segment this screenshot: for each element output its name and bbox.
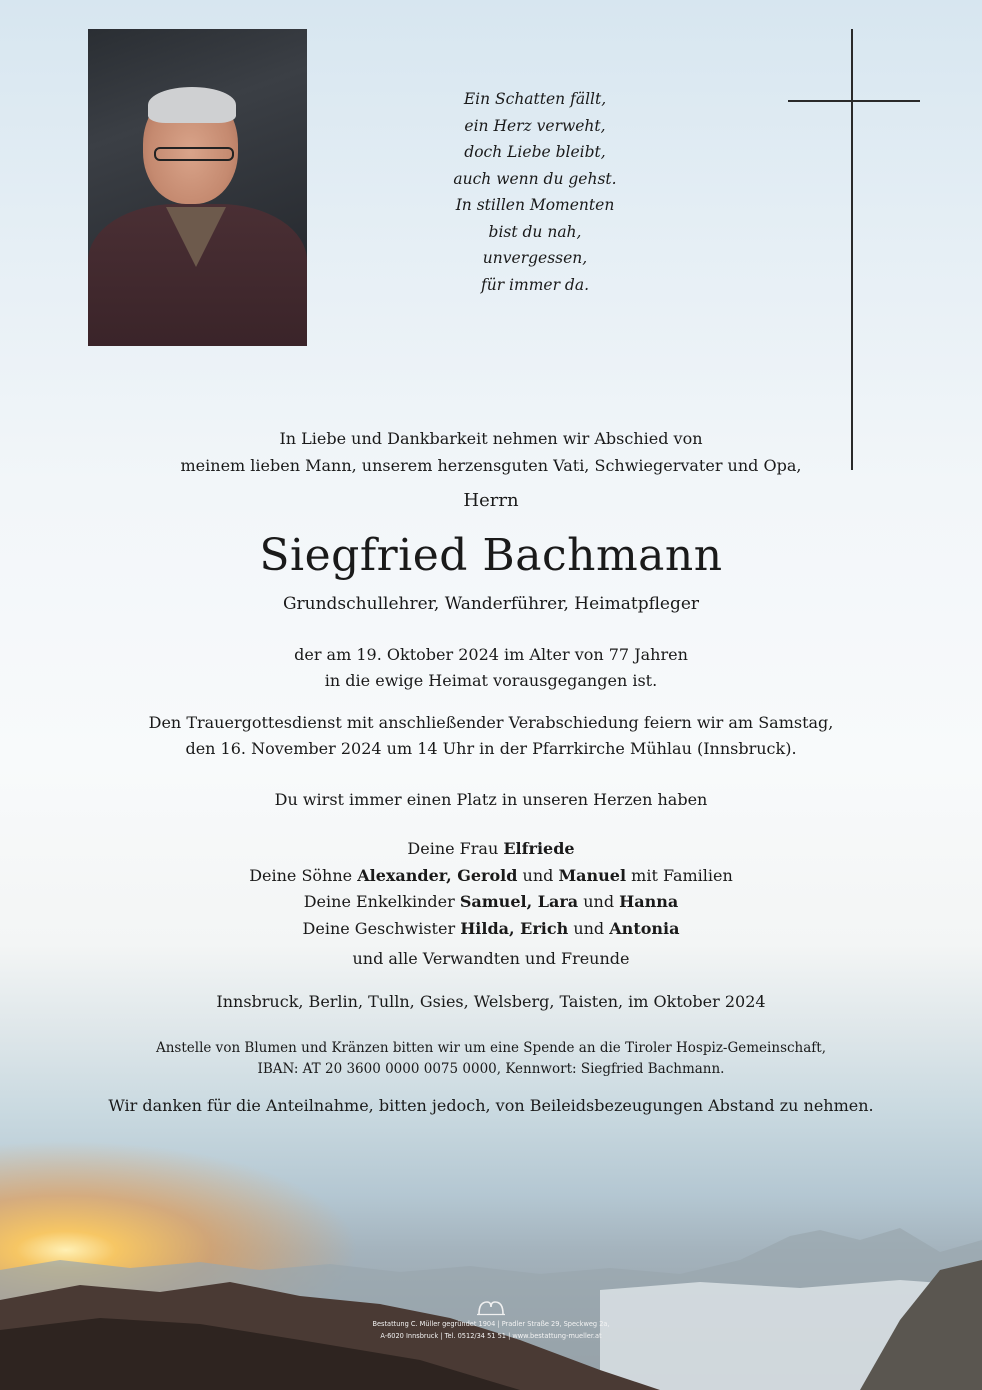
- service-info: [60, 710, 922, 762]
- poem-line: Ein Schatten fällt,: [463, 90, 607, 108]
- sons-and: und: [517, 865, 559, 885]
- sib-3-name: Antonia: [609, 918, 680, 938]
- grand-names: Samuel, Lara: [459, 892, 579, 911]
- poem-line: auch wenn du gehst.: [453, 169, 617, 188]
- place-date: Innsbruck, Berlin, Tulln, Gsies, Welsberg, Taisten, im Oktober 2024: [216, 992, 766, 1011]
- intro-line-1: In Liebe und Dankbarkeit nehmen wir Abschied von: [279, 429, 703, 448]
- donation-note: [60, 1038, 922, 1080]
- poem-line: unvergessen,: [482, 249, 588, 267]
- intro-line-2: meinem lieben Mann, unserem herzensguten Vati, Schwiegervater und Opa,: [180, 456, 802, 475]
- poem-line: doch Liebe bleibt,: [464, 143, 606, 161]
- poem-line: für immer da.: [480, 275, 589, 294]
- deceased-name: Siegfried Bachmann: [259, 530, 723, 581]
- photo-hair: [148, 87, 236, 123]
- profession: Grundschullehrer, Wanderführer, Heimatpfleger: [282, 594, 700, 614]
- portrait-photo: [88, 29, 307, 346]
- family-wife: [60, 836, 922, 863]
- intro-text: [60, 425, 922, 479]
- mountain-landscape: [0, 1200, 982, 1390]
- family-grandchildren: [60, 889, 922, 916]
- grand-prefix: Deine Enkelkinder: [303, 892, 460, 911]
- poem-line: ein Herz verweht,: [464, 116, 606, 135]
- service-line-2: den 16. November 2024 um 14 Uhr in der Pfarrkirche Mühlau (Innsbruck).: [185, 739, 797, 758]
- footer-line-2: A-6020 Innsbruck | Tel. 0512/34 51 51 | www.bestattung-mueller.at: [380, 1332, 602, 1340]
- cross-vertical-bar: [851, 29, 853, 470]
- sib-and: und: [568, 918, 610, 938]
- thanks-note: Wir danken für die Anteilnahme, bitten jedoch, von Beileidsbezeugungen Abstand zu nehmen.: [108, 1096, 874, 1115]
- family-siblings: [60, 916, 922, 943]
- salutation: Herrn: [463, 490, 519, 511]
- sib-names: Hilda, Erich: [460, 918, 569, 938]
- grand-3-name: Hanna: [619, 892, 679, 911]
- son-3-name: Manuel: [558, 865, 627, 885]
- poem-line: In stillen Momenten: [455, 196, 615, 214]
- service-line-1: Den Trauergottesdienst mit anschließender Verabschiedung feiern wir am Samstag,: [148, 713, 834, 732]
- death-line-1: der am 19. Oktober 2024 im Alter von 77 Jahren: [294, 645, 688, 664]
- bestattung-logo-icon: [476, 1298, 506, 1316]
- footer-info: [340, 1318, 642, 1342]
- heart-line: Du wirst immer einen Platz in unseren Herzen haben: [274, 790, 708, 809]
- death-line-2: in die ewige Heimat vorausgegangen ist.: [324, 671, 658, 690]
- sib-prefix: Deine Geschwister: [302, 918, 461, 938]
- sons-suffix: mit Familien: [626, 865, 733, 885]
- donation-line-1: Anstelle von Blumen und Kränzen bitten wir um eine Spende an die Tiroler Hospiz-Gemeinschaft,: [155, 1040, 827, 1056]
- photo-glasses: [154, 147, 234, 161]
- poem-line: bist du nah,: [488, 222, 582, 241]
- wife-prefix: Deine Frau: [407, 839, 504, 858]
- grand-and: und: [578, 892, 620, 911]
- poem: [400, 86, 670, 298]
- death-notice: [60, 642, 922, 694]
- wife-name: Elfriede: [503, 839, 575, 858]
- family-relatives: und alle Verwandten und Freunde: [352, 949, 630, 968]
- donation-line-2: IBAN: AT 20 3600 0000 0075 0000, Kennwort: Siegfried Bachmann.: [257, 1061, 725, 1077]
- footer-line-1: Bestattung C. Müller gegründet 1904 | Pradler Straße 29, Speckweg 2a,: [372, 1320, 610, 1328]
- family-sons: [60, 863, 922, 890]
- family-list: [60, 836, 922, 973]
- sons-prefix: Deine Söhne: [249, 865, 358, 885]
- sons-names: Alexander, Gerold: [357, 865, 518, 885]
- cross-horizontal-bar: [788, 100, 920, 102]
